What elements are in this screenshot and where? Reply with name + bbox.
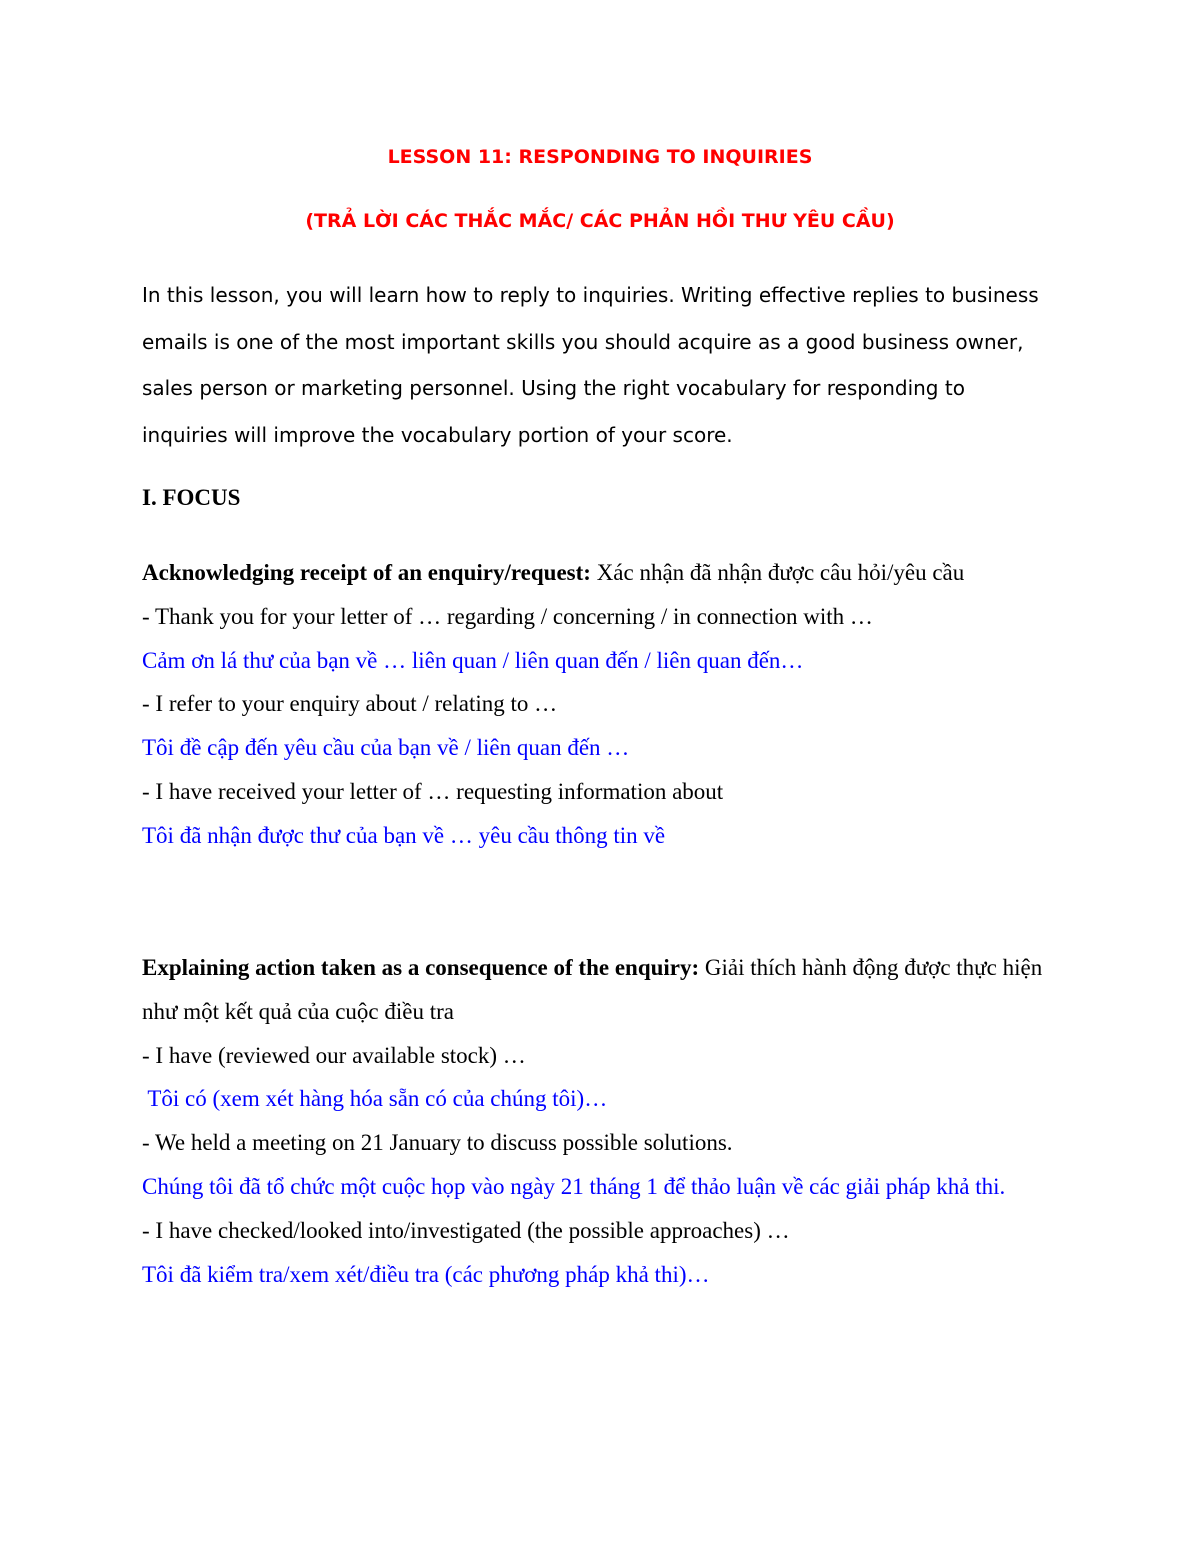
section-lead: Explaining action taken as a consequence of the enquiry: [142,955,700,980]
section-lead-line [142,551,1072,595]
phrase-vietnamese: Tôi có (xem xét hàng hóa sẵn có của chúng tôi)… [142,1086,608,1112]
phrase-english: - Thank you for your letter of … regarding / concerning / in connection with … [142,603,873,629]
section-lead-line [142,946,1072,1034]
lesson-subtitle: (TRẢ LỜI CÁC THẮC MẮC/ CÁC PHẢN HỒI THƯ YÊU CẦU) [305,210,895,232]
section-lead-translation: Giải thích hành động được thực hiện như một kết quả của cuộc điều tra [142,955,1043,1024]
phrase-vietnamese: Cảm ơn lá thư của bạn về … liên quan / liên quan đến / liên quan đến… [142,647,804,673]
phrase-english: - I have (reviewed our available stock) … [142,1042,526,1068]
phrase-english: - I have received your letter of … requesting information about [142,778,724,804]
phrase-vietnamese: Tôi đã nhận được thư của bạn về … yêu cầu thông tin về [142,822,666,848]
section-lead: Acknowledging receipt of an enquiry/request: [142,560,591,585]
phrase-vietnamese: Tôi đề cập đến yêu cầu của bạn về / liên quan đến … [142,735,630,761]
phrase-english: - I have checked/looked into/investigated (the possible approaches) … [142,1217,790,1243]
phrase-english: - We held a meeting on 21 January to discuss possible solutions. [142,1130,733,1156]
focus-heading: I. FOCUS [142,485,241,510]
phrase-vietnamese: Tôi đã kiểm tra/xem xét/điều tra (các phương pháp khả thi)… [142,1261,710,1287]
lesson-title: LESSON 11: RESPONDING TO INQUIRIES [387,146,813,168]
phrase-vietnamese: Chúng tôi đã tổ chức một cuộc họp vào ngày 21 tháng 1 để thảo luận về các giải pháp khả thi. [142,1173,1006,1199]
section-acknowledging [142,551,1072,858]
section-lead-translation: Xác nhận đã nhận được câu hỏi/yêu cầu [590,560,965,585]
intro-paragraph: In this lesson, you will learn how to reply to inquiries. Writing effective replies to business emails is one of the most important skills you should acquire as a good business owner, sales person or marketing personnel. Using the right vocabulary for responding to inquiries will improve the vocabulary portion of your score. [142,283,1039,447]
phrase-english: - I refer to your enquiry about / relating to … [142,691,558,717]
section-explaining [142,946,1072,1296]
